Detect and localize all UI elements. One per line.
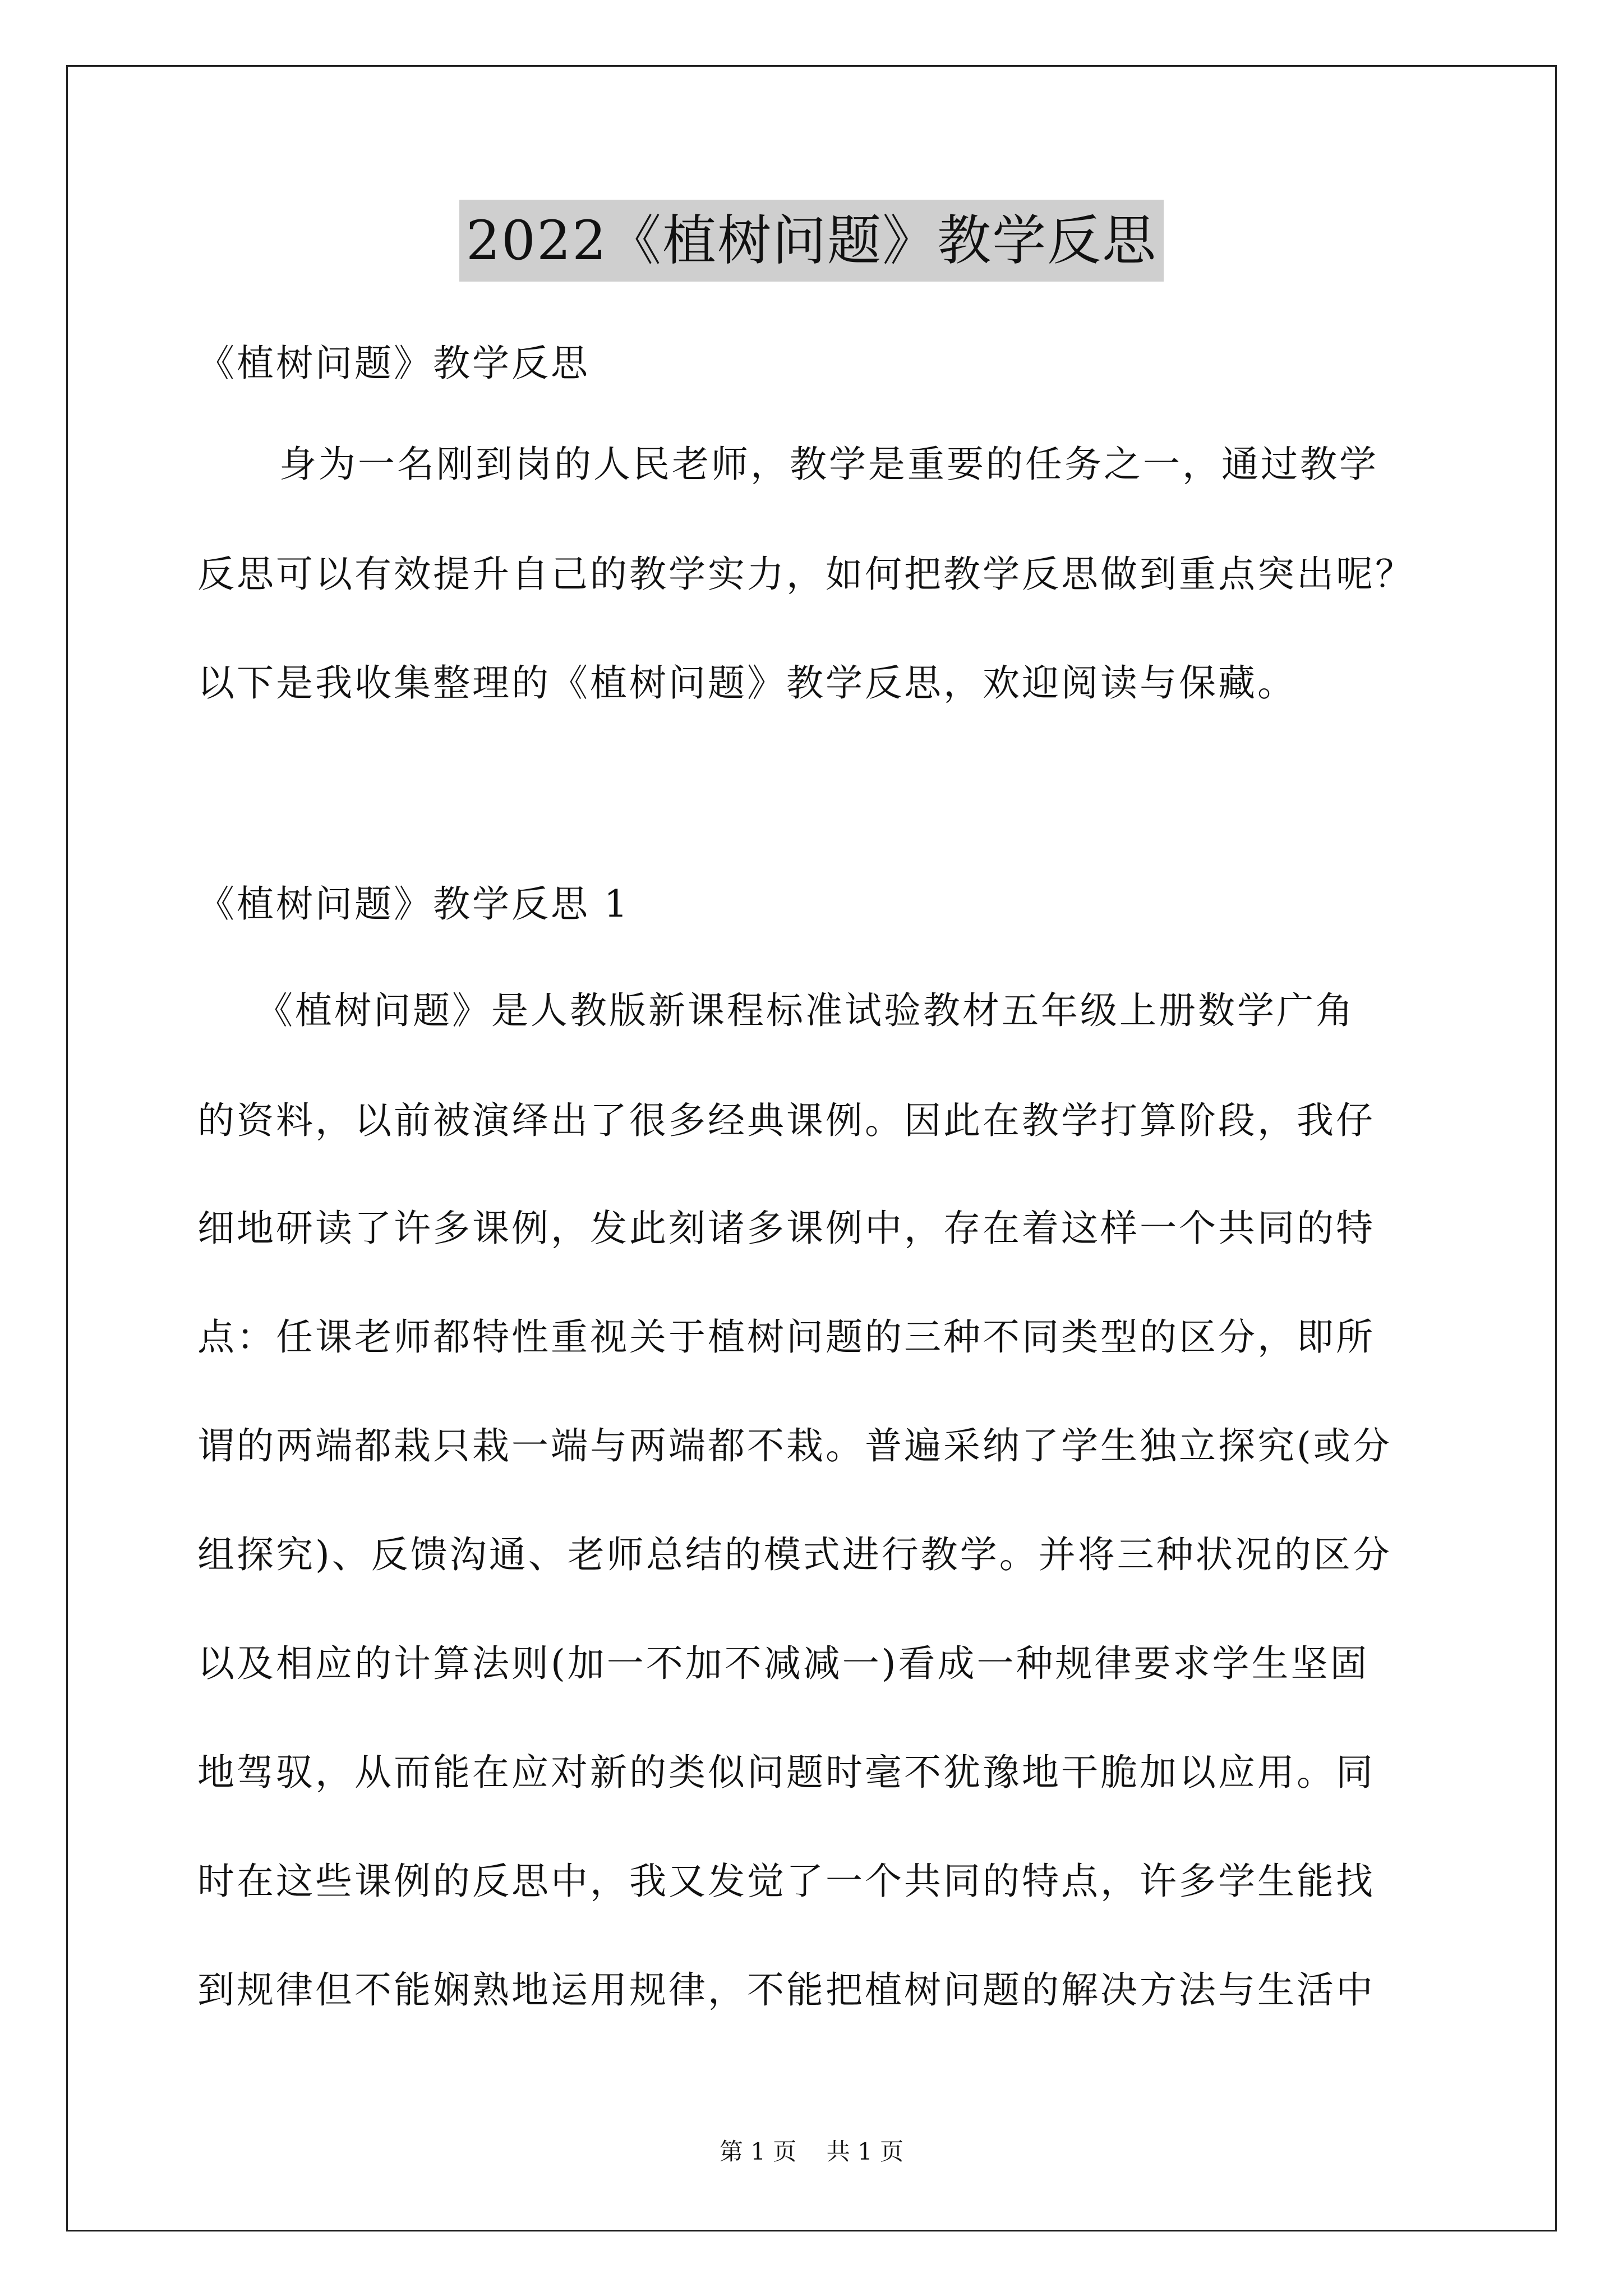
body-line-2: 的资料，以前被演绎出了很多经典课例。因此在教学打算阶段，我仔 bbox=[197, 1099, 1375, 1142]
body-line-10: 到规律但不能娴熟地运用规律，不能把植树问题的解决方法与生活中 bbox=[197, 1968, 1375, 2012]
page-footer bbox=[0, 2136, 1623, 2168]
body-line-1: 《植树问题》是人教版新课程标准试验教材五年级上册数学广角 bbox=[256, 989, 1355, 1032]
intro-line-3: 以下是我收集整理的《植树问题》教学反思，欢迎阅读与保藏。 bbox=[197, 661, 1297, 705]
intro-line-1: 身为一名刚到岗的人民老师，教学是重要的任务之一，通过教学 bbox=[279, 443, 1378, 486]
section-heading: 《植树问题》教学反思 1 bbox=[197, 882, 630, 926]
body-line-3: 细地研读了许多课例，发此刻诸多课例中，存在着这样一个共同的特 bbox=[197, 1207, 1375, 1250]
page-total: 共 1 页 bbox=[826, 2138, 904, 2165]
body-line-7: 以及相应的计算法则(加一不加不减减一)看成一种规律要求学生坚固 bbox=[197, 1642, 1370, 1685]
body-line-9: 时在这些课例的反思中，我又发觉了一个共同的特点，许多学生能找 bbox=[197, 1860, 1375, 1903]
subtitle: 《植树问题》教学反思 bbox=[197, 342, 590, 385]
page-number: 第 1 页 bbox=[719, 2138, 797, 2165]
title-container bbox=[0, 200, 1623, 282]
body-line-5: 谓的两端都栽只栽一端与两端都不栽。普遍采纳了学生独立探究(或分 bbox=[197, 1424, 1392, 1467]
body-line-4: 点：任课老师都特性重视关于植树问题的三种不同类型的区分，即所 bbox=[197, 1315, 1375, 1359]
document-title: 2022《植树问题》教学反思 bbox=[459, 200, 1164, 282]
body-line-6: 组探究)、反馈沟通、老师总结的模式进行教学。并将三种状况的区分 bbox=[197, 1533, 1392, 1576]
intro-line-2: 反思可以有效提升自己的教学实力，如何把教学反思做到重点突出呢？ bbox=[197, 553, 1414, 596]
page-border bbox=[66, 65, 1557, 2231]
body-line-8: 地驾驭，从而能在应对新的类似问题时毫不犹豫地干脆加以应用。同 bbox=[197, 1751, 1375, 1794]
